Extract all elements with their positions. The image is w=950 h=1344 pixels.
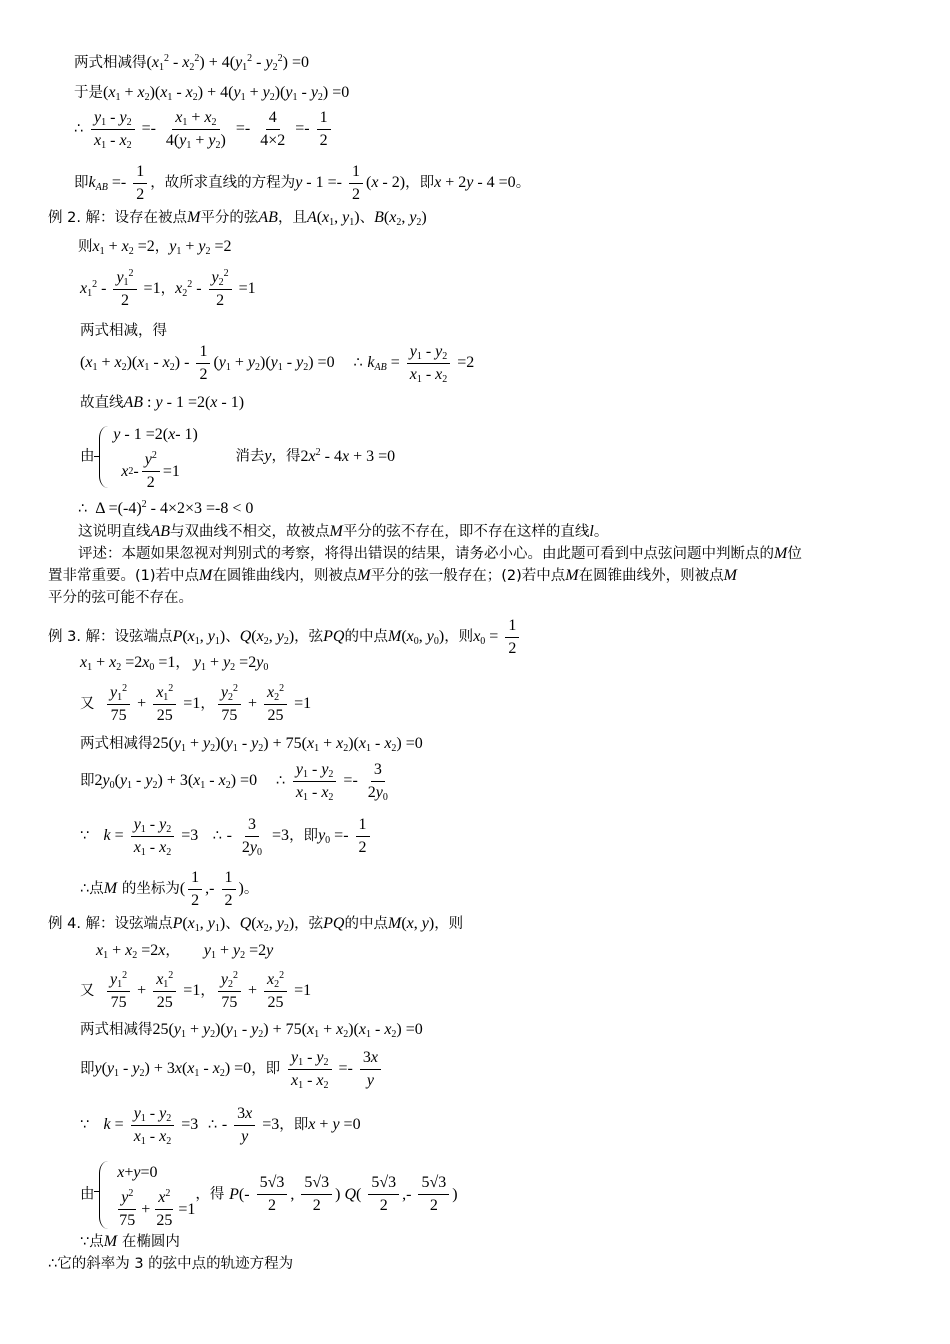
eq-system-4: 由 x + y =0 $y^2$ 75 + $x^2$ 25 =1 ，得 P(- $\frac{5√3}{2}$ , $\frac{5√3}{2}$ ) Q( $\frac{5√3}{2}$ ,- $\frac{5√3}{2}$ ) [80,1158,458,1231]
text-final-locus: ∴它的斜率为 3 的弦中点的轨迹方程为 [48,1256,294,1272]
text-conclusion-2: 这说明直线AB与双曲线不相交，故被点M平分的弦不存在，即不存在这样的直线l。 [78,523,609,540]
eq-k-3: ∵ k = $\frac{y_1 - y_2}{x_1 - x_2}$ =3 ∴ - $\frac{3}{2y_0}$ =3，即$y_0$ =- $\frac{1}{2}$ [80,815,373,858]
eq-subtract-3: 两式相减得$25(y_1 + y_2)(y_1 - y_2) + 75(x_1 + x_2)(x_1 - x_2) =0$ [80,735,423,754]
eq-subtract-4: 两式相减得$25(y_1 + y_2)(y_1 - y_2) + 75(x_1 + x_2)(x_1 - x_2) =0$ [80,1021,423,1040]
text-comment-2: 置非常重要。(1)若中点M在圆锥曲线内，则被点M平分的弦一般存在；(2)若中点M在圆锥曲线外，则被点M [48,567,737,584]
eq-system-2: 由 y - 1 =2( x - 1) x 2 - $y^2$ 2 =1 消去y，得$2x^2 - 4x + 3 =0$ [80,426,396,491]
eq-hyperbola-points: $x_1^2$ - $\frac{y_1^2}{2}$ =1，$x_2^2$ - $\frac{y_2^2}{2}$ =1 [80,268,256,309]
eq-subtract-1: 两式相减得$(x_1^2 - x_2^2) + 4(y_1^2 - y_2^2) =0$ [74,53,309,73]
text-comment-1: 评述：本题如果忽视对判别式的考察，将得出错误的结果，请务必小心。由此题可看到中点弦问题中判断点的M位 [78,545,802,562]
text-subtract-2: 两式相减，得 [80,323,167,339]
eq-discriminant: ∴ $\Delta =(-4)^2 - 4\times 2\times 3 =-8 < 0$ [78,499,254,517]
eq-slope-3: 即$2y_0(y_1 - y_2) + 3(x_1 - x_2) =0$ ∴ $\frac{y_1 - y_2}{x_1 - x_2}$ =- $\frac{3}{2y_0}$ [80,761,388,803]
eq-factor-2: $(x_1 + x_2)(x_1 - x_2)$ - $\frac{1}{2}$ $(y_1 + y_2)(y_1 - y_2) =0$ ∴ $k_{AB}$ = $\frac{y_1 - y_2}{x_1 - x_2}$ =2 [80,343,475,385]
eq-k-4: ∵ k = $\frac{y_1 - y_2}{x_1 - x_2}$ =3 ∴ - $\frac{3x}{y}$ =3，即x + y =0 [80,1105,361,1147]
eq-factor-1: 于是$(x_1 + x_2)(x_1 - x_2) + 4(y_1 + y_2)(y_1 - y_2) =0$ [74,84,350,103]
text-comment-3: 平分的弦可能不存在。 [48,590,193,606]
text-inside-ellipse: ∵点M 在椭圆内 [80,1233,180,1250]
eq-line-ab-result: 即$k_{AB}$ =- $\frac{1}{2}$ ，故所求直线的方程为y - 1 =- $\frac{1}{2}$ (x - 2)，即x + 2y - 4 =0。 [74,163,531,203]
eq-sums-3: $x_1 + x_2 =2x_0 =1$， $y_1 + y_2 =2y_0$ [80,654,269,673]
example-4-heading: 例 4. 解：设弦端点$P(x_1$, $y_1$)、$Q(x_2$, $y_2$)，弦PQ的中点M(x, y)，则 [48,915,464,934]
example-2-heading: 例 2. 解：设存在被点M平分的弦AB，且$A(x_1$, $y_1$)、$B(x_2$, $y_2$) [48,209,427,228]
eq-line-ab-2: 故直线AB : y - 1 =2(x - 1) [80,394,245,411]
eq-sums-4: $x_1 + x_2 =2x$， $y_1 + y_2 =2y$ [96,942,274,961]
example-3-heading: 例 3. 解：设弦端点$P(x_1$, $y_1$)、$Q(x_2$, $y_2$)，弦PQ的中点$M(x_0$, $y_0$)，则$x_0$ = $\frac{1}{2}$ [48,616,522,659]
eq-slope-4: 即$y(y_1 - y_2) + 3x(x_1 - x_2) =0$，即 $\frac{y_1 - y_2}{x_1 - x_2}$ =- $\frac{3x}{y}$ [80,1048,384,1091]
eq-ellipse-points-3: 又 $\frac{y_1^2}{75}$ + $\frac{x_1^2}{25}$ =1， $\frac{y_2^2}{75}$ + $\frac{x_2^2}{25}$ =1 [80,683,312,724]
eq-sums-2: 则$x_1 + x_2 =2$，$y_1 + y_2 =2$ [78,238,232,257]
eq-ellipse-points-4: 又 $\frac{y_1^2}{75}$ + $\frac{x_1^2}{25}$ =1， $\frac{y_2^2}{75}$ + $\frac{x_2^2}{25}$ =1 [80,970,312,1011]
eq-slope-1: ∴ $\frac{y_1 - y_2}{x_1 - x_2}$ =- $\frac{x_1 + x_2}{4(y_1 + y_2)}$ =- $\frac{4}{4\times 2}$ =- $\frac{1}{2}$ [74,108,334,151]
eq-point-m-3: ∴点M 的坐标为( $\frac{1}{2}$ ,- $\frac{1}{2}$ )。 [80,869,259,909]
